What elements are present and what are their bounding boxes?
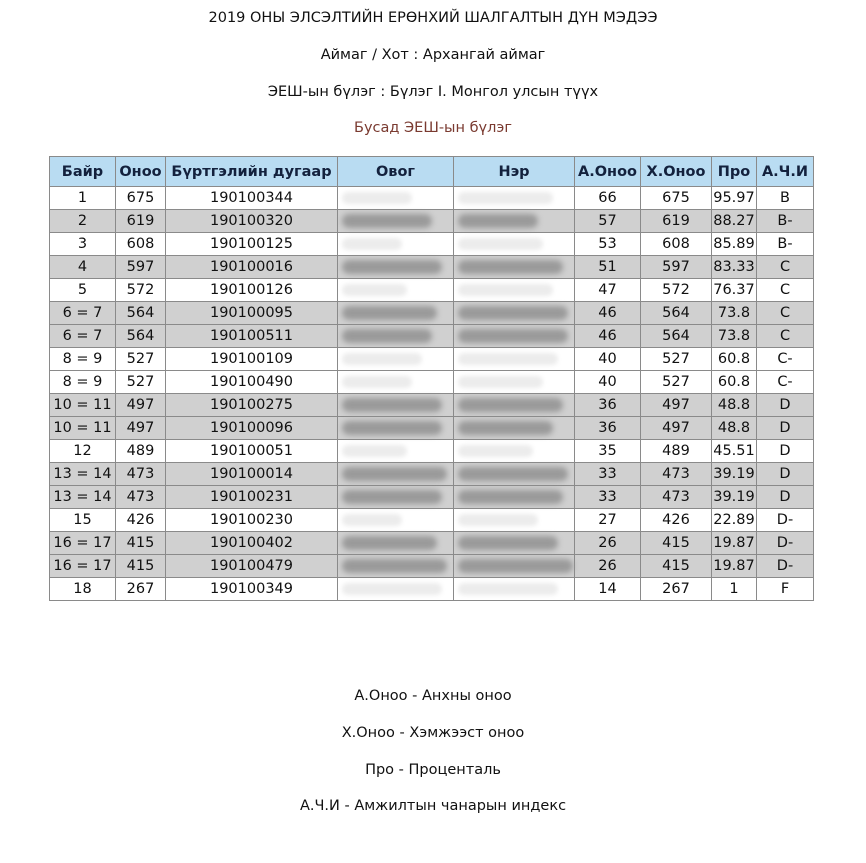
cell-rank: 16 = 17 [50,555,116,578]
cell-surname [338,394,454,417]
table-row [50,486,814,509]
table-row [50,348,814,371]
other-groups-link[interactable]: Бусад ЭЕШ-ын бүлэг [354,120,512,136]
table-row [50,509,814,532]
cell-name [454,578,575,601]
cell-name [454,394,575,417]
cell-raw-score: 47 [575,279,641,302]
cell-surname [338,532,454,555]
cell-raw-score: 40 [575,348,641,371]
cell-grade: B- [757,233,814,256]
cell-rank: 10 = 11 [50,417,116,440]
cell-reg-number: 190100126 [166,279,338,302]
cell-rank: 12 [50,440,116,463]
cell-name [454,532,575,555]
cell-score: 497 [116,394,166,417]
cell-score: 527 [116,348,166,371]
cell-scaled-score: 415 [641,555,712,578]
cell-grade: B- [757,210,814,233]
redacted-text [458,467,568,481]
cell-reg-number: 190100490 [166,371,338,394]
cell-surname [338,256,454,279]
cell-scaled-score: 619 [641,210,712,233]
redacted-text [342,514,402,526]
cell-percentile: 76.37 [712,279,757,302]
cell-percentile: 88.27 [712,210,757,233]
redacted-text [342,490,442,504]
redacted-text [458,514,538,526]
cell-percentile: 19.87 [712,532,757,555]
cell-grade: D [757,417,814,440]
cell-surname [338,279,454,302]
cell-surname [338,509,454,532]
cell-score: 426 [116,509,166,532]
cell-percentile: 45.51 [712,440,757,463]
cell-scaled-score: 415 [641,532,712,555]
table-row [50,325,814,348]
cell-grade: D- [757,509,814,532]
cell-scaled-score: 527 [641,348,712,371]
redacted-text [342,329,432,343]
cell-reg-number: 190100230 [166,509,338,532]
cell-percentile: 19.87 [712,555,757,578]
cell-raw-score: 66 [575,187,641,210]
cell-surname [338,486,454,509]
results-table [49,156,814,601]
cell-percentile: 95.97 [712,187,757,210]
cell-rank: 5 [50,279,116,302]
cell-reg-number: 190100231 [166,486,338,509]
cell-scaled-score: 572 [641,279,712,302]
cell-rank: 3 [50,233,116,256]
cell-grade: D [757,486,814,509]
col-header-raw-score: А.Оноо [575,157,641,187]
cell-name [454,371,575,394]
cell-reg-number: 190100344 [166,187,338,210]
redacted-text [458,559,573,573]
cell-name [454,187,575,210]
cell-percentile: 73.8 [712,302,757,325]
legend-scaled-score: Х.Оноо - Хэмжээст оноо [341,725,525,741]
cell-grade: D [757,463,814,486]
cell-raw-score: 27 [575,509,641,532]
cell-score: 527 [116,371,166,394]
cell-scaled-score: 597 [641,256,712,279]
cell-reg-number: 190100320 [166,210,338,233]
cell-surname [338,348,454,371]
table-row [50,440,814,463]
cell-rank: 6 = 7 [50,302,116,325]
cell-score: 497 [116,417,166,440]
cell-raw-score: 36 [575,417,641,440]
redacted-text [342,445,407,457]
cell-reg-number: 190100349 [166,578,338,601]
cell-raw-score: 46 [575,302,641,325]
cell-surname [338,440,454,463]
redacted-text [458,490,563,504]
results-table-body [50,187,814,601]
cell-rank: 13 = 14 [50,486,116,509]
cell-percentile: 48.8 [712,417,757,440]
table-row [50,463,814,486]
redacted-text [342,353,422,365]
col-header-name: Нэр [454,157,575,187]
table-row [50,578,814,601]
table-row [50,210,814,233]
cell-surname [338,417,454,440]
cell-score: 473 [116,463,166,486]
cell-raw-score: 35 [575,440,641,463]
redacted-text [458,421,553,435]
cell-raw-score: 40 [575,371,641,394]
cell-grade: C [757,256,814,279]
cell-rank: 8 = 9 [50,348,116,371]
cell-name [454,417,575,440]
cell-score: 608 [116,233,166,256]
col-header-surname: Овог [338,157,454,187]
redacted-text [342,260,442,274]
cell-percentile: 85.89 [712,233,757,256]
cell-percentile: 22.89 [712,509,757,532]
cell-percentile: 48.8 [712,394,757,417]
redacted-text [342,214,432,228]
table-header-row [50,157,814,187]
table-row [50,302,814,325]
col-header-rank: Байр [50,157,116,187]
redacted-text [458,536,558,550]
cell-surname [338,233,454,256]
cell-score: 564 [116,325,166,348]
cell-rank: 1 [50,187,116,210]
cell-surname [338,302,454,325]
redacted-text [342,421,442,435]
cell-surname [338,325,454,348]
cell-grade: C- [757,348,814,371]
redacted-text [458,445,533,457]
cell-raw-score: 33 [575,486,641,509]
cell-rank: 10 = 11 [50,394,116,417]
cell-rank: 16 = 17 [50,532,116,555]
redacted-text [458,238,543,250]
redacted-text [458,376,543,388]
col-header-percentile: Про [712,157,757,187]
cell-percentile: 39.19 [712,486,757,509]
redacted-text [342,467,447,481]
cell-rank: 15 [50,509,116,532]
cell-surname [338,187,454,210]
cell-percentile: 60.8 [712,348,757,371]
cell-rank: 8 = 9 [50,371,116,394]
cell-score: 564 [116,302,166,325]
cell-score: 415 [116,555,166,578]
cell-raw-score: 46 [575,325,641,348]
cell-score: 597 [116,256,166,279]
col-header-reg-number: Бүртгэлийн дугаар [166,157,338,187]
cell-percentile: 60.8 [712,371,757,394]
cell-scaled-score: 426 [641,509,712,532]
col-header-grade: А.Ч.И [757,157,814,187]
cell-percentile: 83.33 [712,256,757,279]
cell-surname [338,210,454,233]
cell-name [454,325,575,348]
cell-reg-number: 190100095 [166,302,338,325]
cell-grade: C- [757,371,814,394]
cell-score: 415 [116,532,166,555]
cell-score: 619 [116,210,166,233]
cell-reg-number: 190100275 [166,394,338,417]
cell-reg-number: 190100125 [166,233,338,256]
redacted-text [342,536,437,550]
cell-raw-score: 26 [575,532,641,555]
redacted-text [458,398,563,412]
cell-score: 572 [116,279,166,302]
cell-scaled-score: 564 [641,325,712,348]
cell-name [454,210,575,233]
cell-name [454,463,575,486]
cell-name [454,348,575,371]
table-row [50,555,814,578]
cell-reg-number: 190100479 [166,555,338,578]
table-row [50,417,814,440]
table-row [50,256,814,279]
cell-scaled-score: 675 [641,187,712,210]
cell-surname [338,463,454,486]
legend-raw-score: А.Оноо - Анхны оноо [354,688,512,704]
cell-reg-number: 190100402 [166,532,338,555]
cell-raw-score: 36 [575,394,641,417]
cell-score: 267 [116,578,166,601]
cell-rank: 13 = 14 [50,463,116,486]
redacted-text [342,306,437,320]
redacted-text [342,284,407,296]
cell-surname [338,555,454,578]
table-row [50,532,814,555]
cell-scaled-score: 564 [641,302,712,325]
cell-reg-number: 190100014 [166,463,338,486]
cell-grade: B [757,187,814,210]
col-header-score: Оноо [116,157,166,187]
cell-score: 473 [116,486,166,509]
cell-raw-score: 53 [575,233,641,256]
table-row [50,187,814,210]
cell-scaled-score: 473 [641,463,712,486]
redacted-text [342,559,447,573]
table-row [50,394,814,417]
cell-scaled-score: 497 [641,394,712,417]
cell-scaled-score: 527 [641,371,712,394]
redacted-text [458,260,563,274]
cell-grade: C [757,325,814,348]
cell-reg-number: 190100511 [166,325,338,348]
cell-name [454,279,575,302]
cell-scaled-score: 608 [641,233,712,256]
redacted-text [342,583,442,595]
redacted-text [458,306,568,320]
cell-score: 675 [116,187,166,210]
table-row [50,371,814,394]
cell-percentile: 73.8 [712,325,757,348]
cell-name [454,486,575,509]
cell-raw-score: 33 [575,463,641,486]
cell-reg-number: 190100016 [166,256,338,279]
cell-rank: 18 [50,578,116,601]
redacted-text [342,398,442,412]
cell-reg-number: 190100051 [166,440,338,463]
cell-score: 489 [116,440,166,463]
redacted-text [342,238,402,250]
cell-name [454,509,575,532]
cell-grade: C [757,279,814,302]
cell-rank: 4 [50,256,116,279]
cell-name [454,233,575,256]
aimag-label: Аймаг / Хот : Архангай аймаг [320,47,546,63]
redacted-text [342,376,412,388]
cell-raw-score: 57 [575,210,641,233]
cell-scaled-score: 497 [641,417,712,440]
redacted-text [458,329,568,343]
cell-name [454,555,575,578]
legend-grade-index: А.Ч.И - Амжилтын чанарын индекс [299,798,567,814]
cell-raw-score: 14 [575,578,641,601]
cell-percentile: 1 [712,578,757,601]
cell-surname [338,578,454,601]
cell-grade: D [757,440,814,463]
cell-grade: D- [757,555,814,578]
cell-scaled-score: 473 [641,486,712,509]
cell-name [454,302,575,325]
cell-grade: F [757,578,814,601]
cell-scaled-score: 489 [641,440,712,463]
subject-group-label: ЭЕШ-ын бүлэг : Бүлэг I. Монгол улсын түүх [267,84,599,100]
cell-reg-number: 190100109 [166,348,338,371]
table-row [50,233,814,256]
cell-rank: 2 [50,210,116,233]
cell-grade: C [757,302,814,325]
cell-grade: D [757,394,814,417]
cell-name [454,256,575,279]
legend-percentile: Про - Проценталь [365,762,501,778]
redacted-text [458,284,553,296]
redacted-text [458,192,553,204]
cell-raw-score: 51 [575,256,641,279]
cell-rank: 6 = 7 [50,325,116,348]
redacted-text [458,583,558,595]
cell-raw-score: 26 [575,555,641,578]
cell-scaled-score: 267 [641,578,712,601]
table-row [50,279,814,302]
cell-reg-number: 190100096 [166,417,338,440]
cell-name [454,440,575,463]
redacted-text [342,192,412,204]
cell-surname [338,371,454,394]
cell-percentile: 39.19 [712,463,757,486]
page-title: 2019 ОНЫ ЭЛСЭЛТИЙН ЕРӨНХИЙ ШАЛГАЛТЫН ДҮН МЭДЭЭ [208,10,658,26]
col-header-scaled-score: Х.Оноо [641,157,712,187]
redacted-text [458,214,538,228]
cell-grade: D- [757,532,814,555]
redacted-text [458,353,558,365]
